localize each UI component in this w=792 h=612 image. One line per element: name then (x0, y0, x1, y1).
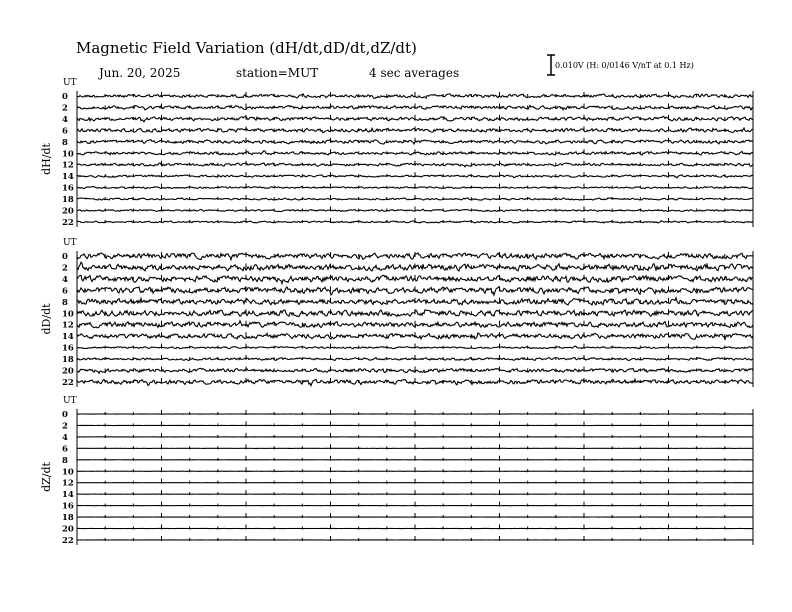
row-label: 8 (62, 297, 68, 308)
row-label: 10 (62, 309, 74, 320)
panels-group (40, 78, 753, 546)
row-label: 6 (62, 126, 68, 137)
station-label: station=MUT (236, 66, 319, 80)
row-label: 20 (62, 206, 74, 217)
row-label: 18 (62, 195, 74, 206)
row-label: 22 (62, 535, 74, 546)
row-label: 22 (62, 377, 74, 388)
row-label: 0 (62, 410, 68, 420)
panel-2 (40, 396, 753, 546)
ut-axis-label: UT (63, 238, 77, 248)
scale-bar-label: 0.010V (H: 0/0146 V/nT at 0.1 Hz) (555, 61, 694, 70)
row-label: 8 (62, 455, 68, 466)
ut-axis-label: UT (63, 78, 77, 88)
row-label: 22 (62, 217, 74, 228)
row-label: 8 (62, 137, 68, 148)
chart-title: Magnetic Field Variation (dH/dt,dD/dt,dZ/dt) (76, 39, 417, 57)
row-label: 6 (62, 444, 68, 455)
row-label: 4 (62, 114, 68, 125)
row-label: 12 (62, 478, 74, 489)
panel-label: dZ/dt (40, 462, 53, 492)
row-label: 4 (62, 274, 68, 285)
row-label: 18 (62, 513, 74, 524)
row-label: 10 (62, 467, 74, 478)
row-label: 2 (62, 263, 68, 274)
row-label: 2 (62, 421, 68, 432)
row-label: 16 (62, 343, 74, 354)
row-label: 16 (62, 501, 74, 512)
row-label: 20 (62, 366, 74, 377)
row-label: 16 (62, 183, 74, 194)
row-label: 4 (62, 432, 68, 443)
ut-axis-label: UT (63, 396, 77, 406)
row-label: 12 (62, 320, 74, 331)
row-label: 14 (62, 172, 74, 183)
row-label: 2 (62, 103, 68, 114)
row-label: 0 (62, 252, 68, 262)
panel-label: dH/dt (40, 143, 53, 175)
row-label: 6 (62, 286, 68, 297)
row-label: 0 (62, 92, 68, 102)
averaging-label: 4 sec averages (369, 66, 460, 80)
row-label: 18 (62, 355, 74, 366)
panel-label: dD/dt (40, 303, 53, 335)
panel-1 (40, 238, 753, 388)
panel-0 (40, 78, 753, 228)
date-label: Jun. 20, 2025 (99, 66, 181, 80)
row-label: 20 (62, 524, 74, 535)
row-label: 14 (62, 332, 74, 343)
row-label: 12 (62, 160, 74, 171)
scale-bar (547, 55, 555, 75)
row-label: 10 (62, 149, 74, 160)
row-label: 14 (62, 490, 74, 501)
